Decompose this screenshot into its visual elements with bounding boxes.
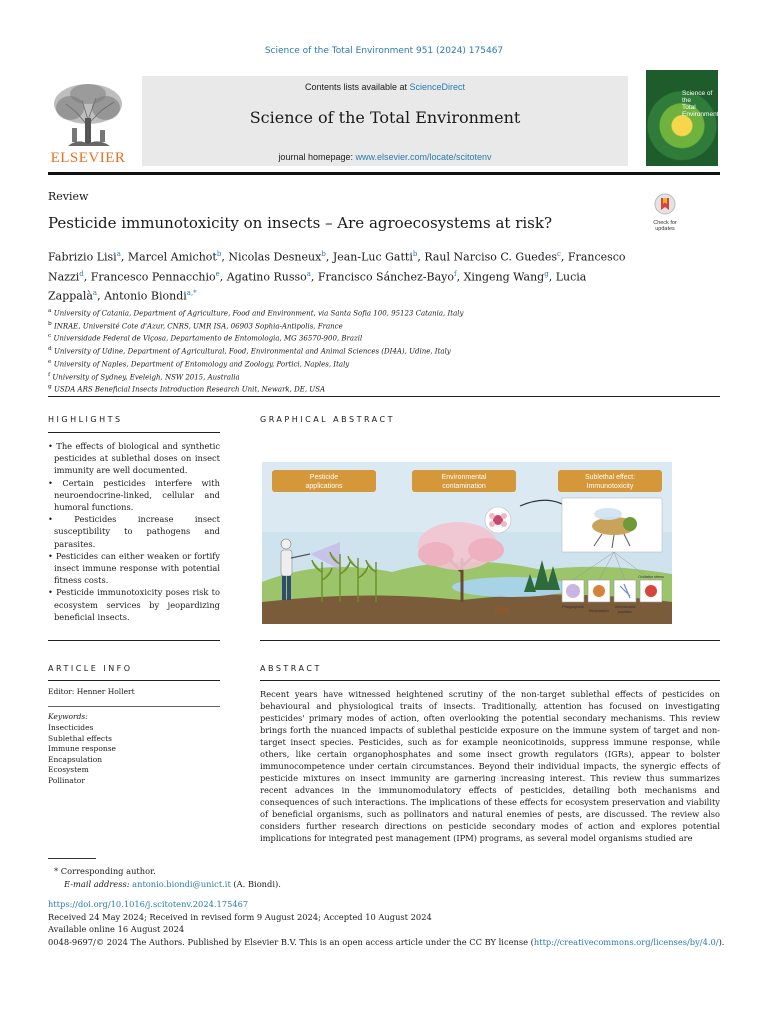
affiliation-list [48, 306, 688, 395]
highlights-bottom-rule [48, 640, 220, 641]
affiliation-key: e [48, 358, 52, 365]
author-affiliation-mark[interactable]: b [216, 250, 222, 258]
contents-line: Contents lists available at ScienceDirect [304, 82, 466, 92]
keyword-item: Immune response [48, 744, 116, 754]
affiliation-key: c [48, 333, 52, 340]
affiliation-text: University of Naples, Department of Entomology and Zoology, Portici, Naples, Italy [53, 360, 350, 369]
license-line: 0048-9697/© 2024 The Authors. Published by Elsevier B.V. This is an open access article under the CC BY license (http://creativecommons.org/licenses/by/4.0/). [48, 937, 725, 947]
editor-rule [48, 706, 220, 707]
abstract-rule [260, 680, 720, 681]
author-name[interactable]: Francisco Sánchez-Bayo [317, 270, 454, 284]
author-affiliation-mark[interactable]: e [215, 269, 220, 278]
ga-animal-icon [494, 607, 510, 614]
author-affiliation-mark[interactable]: b [321, 250, 326, 258]
author-affiliation-mark[interactable]: g [544, 269, 549, 278]
author-name[interactable]: Raul Narciso C. Guedes [424, 250, 557, 264]
highlight-item: • Certain pesticides interfere with neuroendocrine-linked, cellular and humoral functions. [48, 477, 220, 513]
affiliation-key: d [48, 346, 52, 353]
article-info-rule [48, 680, 220, 681]
highlight-item: • Pesticides can either weaken or fortify insect immune response with potential fitness costs. [48, 550, 220, 586]
highlight-item: • Pesticides increase insect susceptibility to pathogens and parasites. [48, 514, 220, 549]
affiliation-item [48, 344, 688, 357]
ga-box3-line2: Immunotoxicity [586, 483, 634, 490]
author-affiliation-mark[interactable]: c [557, 250, 561, 258]
affiliation-key: b [48, 320, 52, 327]
graphical-abstract-image[interactable] [262, 462, 672, 624]
ga-label-amp-line1: Antimicrobial [614, 605, 636, 609]
ga-label-phagocytosis: Phagocytosis [562, 605, 584, 609]
article-info-heading: ARTICLE INFO [48, 664, 133, 673]
author-affiliation-mark[interactable]: a [116, 250, 121, 258]
journal-cover-image[interactable] [646, 70, 718, 166]
affiliation-key: a [48, 308, 52, 314]
journal-reference[interactable]: Science of the Total Environment 951 (2024) 175467 [264, 46, 504, 56]
graphical-abstract-heading: GRAPHICAL ABSTRACT [260, 415, 395, 424]
journal-title: Science of the Total Environment [249, 108, 521, 127]
check-updates-line1: Check for [653, 220, 677, 226]
affiliation-item [48, 382, 688, 395]
affiliation-text: University of Sydney, Eveleigh, NSW 2015, Australia [52, 373, 240, 381]
author-name[interactable]: Lucia Zappalà [48, 270, 587, 303]
keyword-item: Insecticides [48, 723, 94, 732]
author-name[interactable]: Marcel Amichot [127, 250, 217, 264]
keyword-item: Sublethal effects [48, 733, 112, 743]
ga-label-oxidative: Oxidative stress [638, 575, 664, 579]
cover-title-line1: Science of the [682, 90, 713, 104]
received-dates: Received 24 May 2024; Received in revised form 9 August 2024; Accepted 10 August 2024 [48, 912, 432, 922]
check-updates-icon [646, 192, 684, 216]
keyword-item: Ecosystem [48, 765, 89, 775]
corresponding-author-note: * Corresponding author. [54, 866, 156, 876]
highlights-heading: HIGHLIGHTS [48, 415, 123, 424]
ga-label-amp-line2: peptides [618, 610, 632, 614]
affiliation-text: University of Catania, Department of Agriculture, Food and Environment, via Santa Sofia 100, 95123 Catania, Italy [53, 309, 464, 318]
author-affiliation-mark[interactable]: a,* [186, 289, 197, 298]
affiliation-item [48, 331, 688, 344]
ga-box3-line1: Sublethal effect: [584, 474, 636, 481]
affiliation-item [48, 357, 688, 370]
author-list [48, 246, 638, 305]
affiliation-text: INRAE, Université Cote d'Azur, CNRS, UMR ISA, 06903 Sophia-Antipolis, France [53, 322, 343, 331]
author-separator: , [310, 270, 318, 284]
editor-line: Editor: Henner Hollert [48, 687, 135, 696]
highlight-item: • The effects of biological and synthetic pesticides at sublethal doses on insect immunity are well documented. [48, 441, 220, 476]
keyword-item: Pollinator [48, 775, 85, 785]
header-rule [48, 172, 720, 175]
author-separator: , [560, 250, 568, 264]
author-separator: , [97, 289, 105, 303]
doi-link[interactable]: https://doi.org/10.1016/j.scitotenv.2024.175467 [48, 899, 249, 909]
ga-box1-line2: applications [305, 483, 343, 490]
author-separator: , [221, 250, 229, 264]
author-name[interactable]: Agatino Russo [226, 270, 307, 284]
ga-label-melanization: Melanization [588, 609, 610, 613]
author-name[interactable]: Francesco Nazzi [48, 250, 626, 284]
author-name[interactable]: Francesco Pennacchio [90, 270, 216, 284]
journal-homepage-link[interactable]: www.elsevier.com/locate/scitotenv [355, 152, 492, 162]
ga-box1-line1: Pesticide [309, 474, 339, 481]
affiliation-item [48, 370, 688, 383]
author-affiliation-mark[interactable]: f [453, 269, 457, 278]
elsevier-wordmark: ELSEVIER [50, 150, 126, 166]
available-online: Available online 16 August 2024 [48, 924, 185, 934]
affiliation-item [48, 306, 688, 319]
keywords-label: Keywords: [48, 712, 88, 721]
abstract-heading: ABSTRACT [260, 664, 322, 673]
author-separator: , [120, 250, 128, 264]
graphical-abstract-rule [260, 640, 720, 641]
ga-flower-closeup-icon [485, 507, 511, 533]
affiliation-item [48, 319, 688, 332]
affiliation-text: University of Udine, Department of Agricultural, Food, Environmental and Animal Sciences (DI4A), Udine, Italy [53, 347, 451, 356]
affiliation-text: Universidade Federal de Viçosa, Departamento de Entomologia, MG 36570-900, Brazil [53, 334, 363, 343]
article-type: Review [48, 190, 89, 203]
author-separator: , [325, 250, 333, 264]
author-name[interactable]: Antonio Biondi [104, 289, 187, 303]
ga-box2-line2: contamination [442, 483, 486, 490]
author-separator: , [417, 250, 425, 264]
keyword-item: Encapsulation [48, 754, 103, 764]
footnote-rule [48, 858, 96, 859]
keywords-list [48, 723, 116, 787]
article-title: Pesticide immunotoxicity on insects – Are agroecosystems at risk? [48, 214, 553, 232]
sciencedirect-link[interactable]: ScienceDirect [409, 82, 466, 92]
author-name[interactable]: Nicolas Desneux [228, 250, 322, 264]
affiliation-text: USDA ARS Beneficial Insects Introduction Research Unit, Newark, DE, USA [53, 385, 326, 394]
author-separator: , [83, 270, 91, 284]
ga-box2-line1: Environmental [441, 474, 487, 481]
author-name[interactable]: Fabrizio Lisi [48, 250, 117, 264]
abstract-text: Recent years have witnessed heightened scrutiny of the non-target sublethal effects of pesticides on behavioural and physiological traits of insects. Traditionally, attention has focused on investigating pesticides' primary modes of action, often overlooking the potential secondary mechanisms. This review brings forth the nuanced impacts of sublethal pesticide exposure on the immune system of target and non-target insect species. Pesticides, such as for example neonicotinoids, suppress immune response, while others, like certain organophosphates and some insect growth regulators (IGRs), appear to bolster immunocompetence under certain circumstances. Beyond their individual impacts, the synergic effects of pesticide mixtures on insect immunity are garnering increasing interest. This review thus summarizes recent advances in the immunomodulatory effects of pesticides, detailing both mechanisms and consequences of such interactions. The implications of these effects for ecosystem preservation and viability of beneficial organisms, such as pollinators and natural enemies of pests, are discussed. The review also considers further research directions on pesticide secondary modes of action and explores potential implications for integrated pest management (IPM) programs, as several model organisms studied are [260, 689, 720, 843]
affiliations-rule [48, 396, 720, 397]
affiliation-key: g [48, 384, 52, 391]
check-for-updates-button[interactable] [646, 192, 684, 230]
author-affiliation-mark[interactable]: b [412, 250, 418, 258]
highlights-list [48, 440, 220, 623]
highlight-item: • Pesticide immunotoxicity poses risk to ecosystem services by jeopardizing beneficial insects. [48, 587, 220, 622]
author-affiliation-mark[interactable]: d [79, 269, 84, 278]
author-affiliation-mark[interactable]: a [92, 289, 98, 298]
journal-homepage-line: journal homepage: www.elsevier.com/locate/scitotenv [278, 152, 492, 162]
author-name[interactable]: Xingeng Wang [463, 270, 545, 284]
check-updates-line2: updates [655, 226, 675, 232]
cover-title-line2: Total Environment [682, 104, 719, 118]
highlights-rule [48, 432, 220, 433]
affiliation-key: f [48, 371, 51, 378]
author-name[interactable]: Jean-Luc Gatti [332, 250, 413, 264]
email-line: E-mail address: antonio.biondi@unict.it (A. Biondi). [64, 879, 281, 889]
license-link[interactable]: http://creativecommons.org/licenses/by/4.0/ [533, 937, 719, 947]
author-separator: , [548, 270, 556, 284]
email-link[interactable]: antonio.biondi@unict.it [132, 879, 231, 889]
author-affiliation-mark[interactable]: a [306, 269, 311, 278]
author-separator: , [219, 270, 227, 284]
author-separator: , [456, 270, 464, 284]
